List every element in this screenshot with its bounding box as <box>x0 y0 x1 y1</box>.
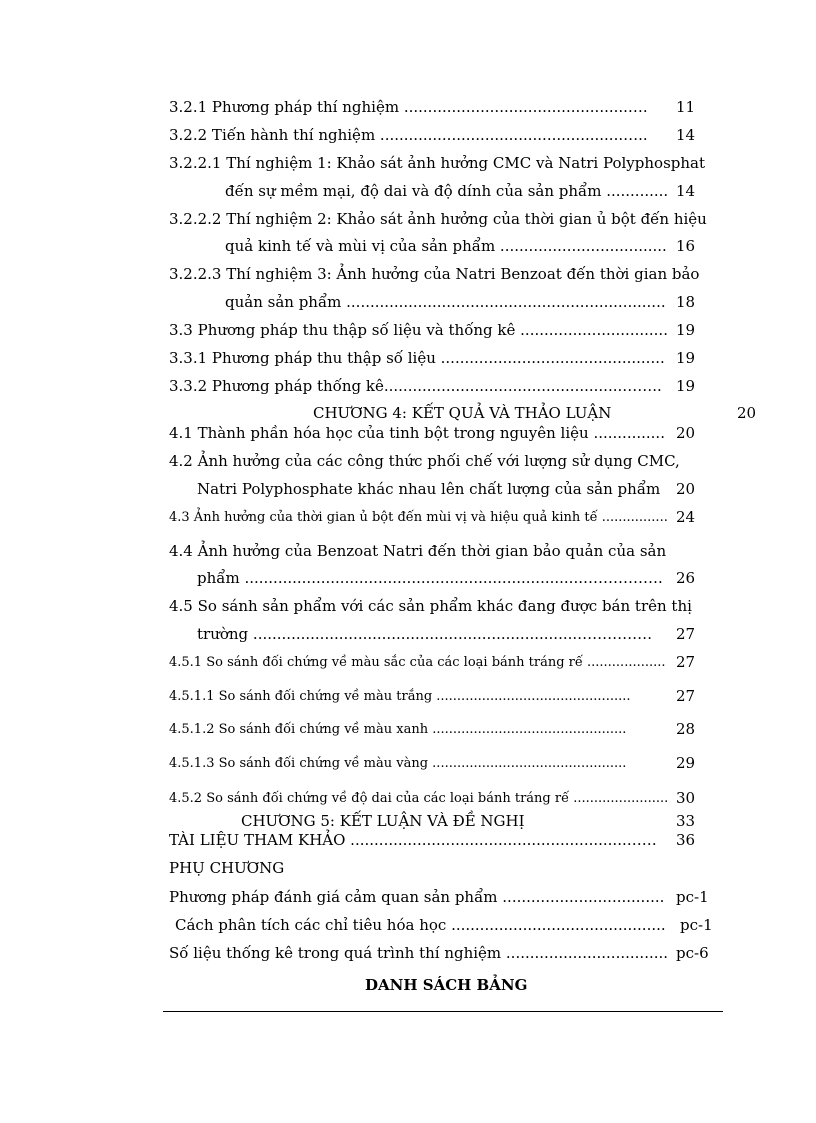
toc-entry-page: pc-1 <box>676 888 709 906</box>
toc-entry-page: 27 <box>676 625 696 643</box>
toc-entry-page: 20 <box>676 424 696 442</box>
toc-entry-text: quản sản phẩm ................................................................... <box>225 293 666 311</box>
toc-entry-text: 3.2.2.2 Thí nghiệm 2: Khảo sát ảnh hưởng của thời gian ủ bột đến hiệu <box>169 210 707 228</box>
toc-entry-text: Số liệu thống kê trong quá trình thí nghiệm .................................. <box>169 944 669 962</box>
toc-entry-page: 19 <box>676 349 696 367</box>
chapter-heading: CHƯƠNG 4: KẾT QUẢ VÀ THẢO LUẬN <box>313 404 612 422</box>
toc-entry-text: quả kinh tế và mùi vị của sản phẩm ................................... <box>225 237 667 255</box>
toc-entry-page: 18 <box>676 293 696 311</box>
toc-entry-page: 26 <box>676 569 696 587</box>
toc-entry-page: 27 <box>676 687 696 705</box>
toc-entry-page: 36 <box>676 831 696 849</box>
toc-entry-page: 24 <box>676 508 696 526</box>
toc-entry-text: 4.5 So sánh sản phẩm với các sản phẩm khác đang được bán trên thị <box>169 597 692 615</box>
toc-entry-text: 4.5.1.3 So sánh đối chứng về màu vàng ............................................... <box>169 756 627 771</box>
toc-entry-page: pc-1 <box>680 916 713 934</box>
toc-entry-page: 19 <box>676 321 696 339</box>
list-of-tables-title: DANH SÁCH BẢNG <box>365 976 528 994</box>
toc-entry-text: Cách phân tích các chỉ tiêu hóa học ............................................. <box>175 916 666 934</box>
toc-entry-text: 4.5.2 So sánh đối chứng về độ dai của các loại bánh tráng rế ....................... <box>169 791 669 806</box>
toc-entry-page: 11 <box>676 98 696 116</box>
toc-entry-page: 27 <box>676 653 696 671</box>
toc-entry-page: 20 <box>737 404 757 422</box>
toc-entry-text: 4.1 Thành phần hóa học của tinh bột trong nguyên liệu ............... <box>169 424 665 442</box>
toc-entry-text: 4.2 Ảnh hưởng của các công thức phối chế với lượng sử dụng CMC, <box>169 452 680 470</box>
toc-entry-text: TÀI LIỆU THAM KHẢO ..........................................................…… <box>169 831 657 849</box>
toc-entry-page: 16 <box>676 237 696 255</box>
toc-entry-text: 4.3 Ảnh hưởng của thời gian ủ bột đến mùi vị và hiệu quả kinh tế ................ <box>169 510 668 525</box>
toc-entry-page: 29 <box>676 754 696 772</box>
toc-entry-page: 33 <box>676 812 696 830</box>
toc-entry-page: 14 <box>676 182 696 200</box>
toc-entry-text: 3.3 Phương pháp thu thập số liệu và thống kê ............................... <box>169 321 668 339</box>
toc-entry-page: pc-6 <box>676 944 709 962</box>
toc-entry-text: 4.4 Ảnh hưởng của Benzoat Natri đến thời gian bảo quản của sản <box>169 542 667 560</box>
appendix-heading: PHỤ CHƯƠNG <box>169 859 285 877</box>
toc-entry-page: 20 <box>676 480 696 498</box>
toc-entry-text: 4.5.1.2 So sánh đối chứng về màu xanh ............................................... <box>169 722 627 737</box>
toc-entry-text: 3.3.2 Phương pháp thống kê..................................................…….. <box>169 377 662 395</box>
toc-entry-text: phẩm .......................................................................……………. <box>197 569 663 587</box>
toc-entry-text: Natri Polyphosphate khác nhau lên chất lượng của sản phẩm <box>197 480 661 498</box>
toc-entry-text: 3.3.1 Phương pháp thu thập số liệu ............................................... <box>169 349 665 367</box>
toc-entry-text: Phương pháp đánh giá cảm quan sản phẩm .................................. <box>169 888 665 906</box>
toc-entry-page: 28 <box>676 720 696 738</box>
toc-entry-text: đến sự mềm mại, độ dai và độ dính của sản phẩm ............. <box>225 182 669 200</box>
toc-entry-text: 3.2.2.3 Thí nghiệm 3: Ảnh hưởng của Natri Benzoat đến thời gian bảo <box>169 265 700 283</box>
footer-divider <box>163 1011 723 1012</box>
toc-entry-page: 19 <box>676 377 696 395</box>
toc-entry-text: 3.2.1 Phương pháp thí nghiệm ...............................................…. <box>169 98 648 116</box>
toc-entry-text: 3.2.2.1 Thí nghiệm 1: Khảo sát ảnh hưởng CMC và Natri Polyphosphat <box>169 154 706 172</box>
chapter-heading: CHƯƠNG 5: KẾT LUẬN VÀ ĐỀ NGHỊ <box>241 812 525 830</box>
toc-entry-text: 4.5.1.1 So sánh đối chứng về màu trắng ............................................... <box>169 689 631 704</box>
toc-entry-text: 3.2.2 Tiến hành thí nghiệm ...................................................….. <box>169 126 648 144</box>
toc-entry-text: 4.5.1 So sánh đối chứng về màu sắc của các loại bánh tráng rế ................... <box>169 655 666 670</box>
toc-entry-page: 14 <box>676 126 696 144</box>
toc-entry-text: trường ....................................................................…………… <box>197 625 653 643</box>
toc-entry-page: 30 <box>676 789 696 807</box>
